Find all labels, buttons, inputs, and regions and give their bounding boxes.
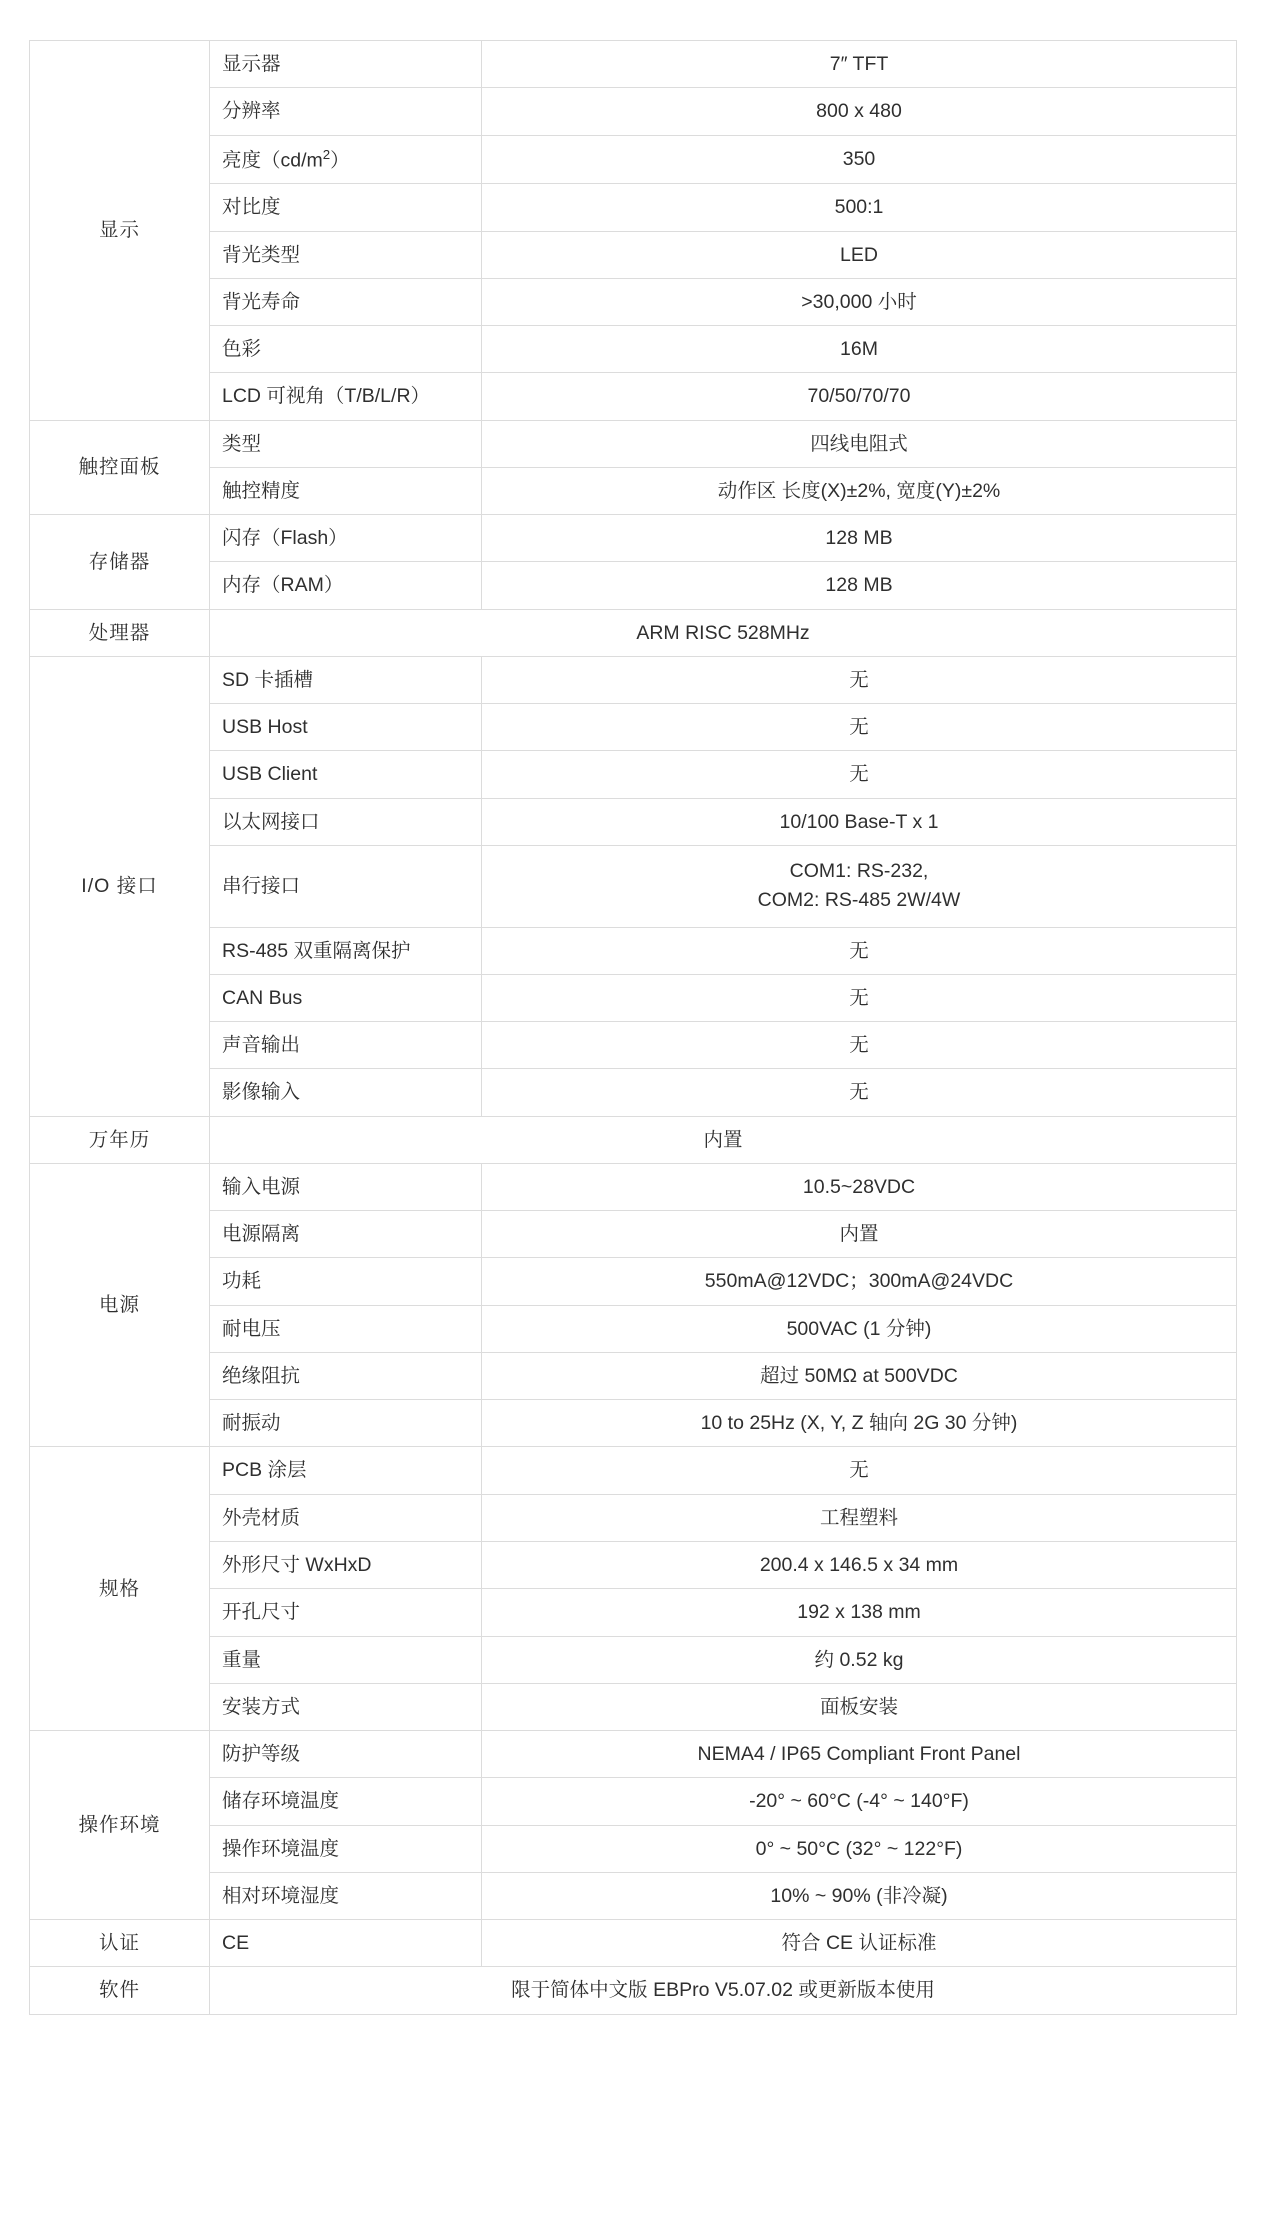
- specification-table: [29, 40, 1237, 2015]
- spec-value: 无: [482, 1069, 1237, 1116]
- spec-group-label: I/O 接口: [30, 656, 210, 1116]
- spec-item-label: CE: [210, 1920, 482, 1967]
- spec-item-label: 背光寿命: [210, 278, 482, 325]
- spec-value: -20° ~ 60°C (-4° ~ 140°F): [482, 1778, 1237, 1825]
- table-row: [30, 515, 1237, 562]
- spec-item-label: RS-485 双重隔离保护: [210, 927, 482, 974]
- spec-value: 符合 CE 认证标准: [482, 1920, 1237, 1967]
- spec-group-label: 存储器: [30, 515, 210, 610]
- table-row: [30, 1352, 1237, 1399]
- table-row: [30, 656, 1237, 703]
- spec-value: 无: [482, 704, 1237, 751]
- spec-item-label: 背光类型: [210, 231, 482, 278]
- spec-value: 超过 50MΩ at 500VDC: [482, 1352, 1237, 1399]
- table-row: [30, 1967, 1237, 2014]
- table-row: [30, 1022, 1237, 1069]
- spec-value: 无: [482, 1022, 1237, 1069]
- table-row: [30, 1163, 1237, 1210]
- table-row: [30, 1731, 1237, 1778]
- spec-group-label: 万年历: [30, 1116, 210, 1163]
- spec-item-label: USB Client: [210, 751, 482, 798]
- spec-item-label: 开孔尺寸: [210, 1589, 482, 1636]
- spec-group-label: 软件: [30, 1967, 210, 2014]
- spec-item-label: 操作环境温度: [210, 1825, 482, 1872]
- spec-value: 500:1: [482, 184, 1237, 231]
- spec-group-label: 操作环境: [30, 1731, 210, 1920]
- spec-item-label: 耐电压: [210, 1305, 482, 1352]
- spec-item-label: 外壳材质: [210, 1494, 482, 1541]
- table-row: [30, 1305, 1237, 1352]
- table-row: [30, 326, 1237, 373]
- spec-value: 限于简体中文版 EBPro V5.07.02 或更新版本使用: [210, 1967, 1237, 2014]
- spec-value: 无: [482, 751, 1237, 798]
- spec-item-label: 以太网接口: [210, 798, 482, 845]
- table-row: [30, 562, 1237, 609]
- table-row: [30, 420, 1237, 467]
- table-row: [30, 1211, 1237, 1258]
- table-row: [30, 751, 1237, 798]
- spec-group-label: 处理器: [30, 609, 210, 656]
- spec-value: 128 MB: [482, 515, 1237, 562]
- table-row: [30, 1494, 1237, 1541]
- spec-value: 无: [482, 1447, 1237, 1494]
- spec-item-label: 影像输入: [210, 1069, 482, 1116]
- spec-value: 无: [482, 927, 1237, 974]
- spec-value: LED: [482, 231, 1237, 278]
- spec-item-label: SD 卡插槽: [210, 656, 482, 703]
- table-row: [30, 1778, 1237, 1825]
- spec-value: 无: [482, 656, 1237, 703]
- spec-value: 0° ~ 50°C (32° ~ 122°F): [482, 1825, 1237, 1872]
- spec-value: 192 x 138 mm: [482, 1589, 1237, 1636]
- spec-item-label: 相对环境湿度: [210, 1872, 482, 1919]
- table-row: [30, 1541, 1237, 1588]
- spec-value: 10% ~ 90% (非冷凝): [482, 1872, 1237, 1919]
- spec-value: 工程塑料: [482, 1494, 1237, 1541]
- spec-item-label: 串行接口: [210, 846, 482, 928]
- spec-item-label: 功耗: [210, 1258, 482, 1305]
- spec-item-label: LCD 可视角（T/B/L/R）: [210, 373, 482, 420]
- table-row: [30, 798, 1237, 845]
- spec-item-label: 闪存（Flash）: [210, 515, 482, 562]
- spec-value: 10/100 Base-T x 1: [482, 798, 1237, 845]
- table-row: [30, 1116, 1237, 1163]
- table-row: [30, 1589, 1237, 1636]
- spec-value: 内置: [482, 1211, 1237, 1258]
- spec-value: 约 0.52 kg: [482, 1636, 1237, 1683]
- table-row: [30, 609, 1237, 656]
- table-row: [30, 373, 1237, 420]
- spec-group-label: 触控面板: [30, 420, 210, 515]
- table-row: [30, 231, 1237, 278]
- table-row: [30, 184, 1237, 231]
- spec-value: 内置: [210, 1116, 1237, 1163]
- spec-value: 350: [482, 135, 1237, 184]
- spec-item-label: 重量: [210, 1636, 482, 1683]
- spec-item-label: 内存（RAM）: [210, 562, 482, 609]
- spec-group-label: 规格: [30, 1447, 210, 1731]
- table-row: [30, 1636, 1237, 1683]
- table-row: [30, 278, 1237, 325]
- spec-value: 10 to 25Hz (X, Y, Z 轴向 2G 30 分钟): [482, 1400, 1237, 1447]
- spec-value: ARM RISC 528MHz: [210, 609, 1237, 656]
- spec-item-label: 类型: [210, 420, 482, 467]
- spec-value: 128 MB: [482, 562, 1237, 609]
- table-row: [30, 88, 1237, 135]
- spec-value: 7″ TFT: [482, 41, 1237, 88]
- spec-value: 800 x 480: [482, 88, 1237, 135]
- spec-item-label: 声音输出: [210, 1022, 482, 1069]
- spec-item-label: 绝缘阻抗: [210, 1352, 482, 1399]
- spec-item-label: 触控精度: [210, 467, 482, 514]
- spec-item-label: 对比度: [210, 184, 482, 231]
- spec-item-label: 耐振动: [210, 1400, 482, 1447]
- spec-value: COM1: RS-232, COM2: RS-485 2W/4W: [482, 846, 1237, 928]
- table-row: [30, 467, 1237, 514]
- spec-value: >30,000 小时: [482, 278, 1237, 325]
- spec-item-label: PCB 涂层: [210, 1447, 482, 1494]
- spec-value: 16M: [482, 326, 1237, 373]
- table-row: [30, 1683, 1237, 1730]
- table-row: [30, 135, 1237, 184]
- spec-value: 500VAC (1 分钟): [482, 1305, 1237, 1352]
- spec-value: 10.5~28VDC: [482, 1163, 1237, 1210]
- table-row: [30, 1872, 1237, 1919]
- table-row: [30, 846, 1237, 928]
- spec-value: 面板安装: [482, 1683, 1237, 1730]
- spec-item-label: 电源隔离: [210, 1211, 482, 1258]
- table-row: [30, 704, 1237, 751]
- spec-value: 70/50/70/70: [482, 373, 1237, 420]
- spec-group-label: 电源: [30, 1163, 210, 1447]
- spec-value: 四线电阻式: [482, 420, 1237, 467]
- table-row: [30, 41, 1237, 88]
- spec-item-label: 亮度$(cd/m^2)$: [210, 135, 482, 184]
- spec-value: 动作区 长度(X)±2%, 宽度(Y)±2%: [482, 467, 1237, 514]
- spec-value: 550mA@12VDC；300mA@24VDC: [482, 1258, 1237, 1305]
- spec-item-label: USB Host: [210, 704, 482, 751]
- table-row: [30, 1069, 1237, 1116]
- spec-item-label: 显示器: [210, 41, 482, 88]
- spec-item-label: 外形尺寸 WxHxD: [210, 1541, 482, 1588]
- spec-item-label: 色彩: [210, 326, 482, 373]
- spec-value: NEMA4 / IP65 Compliant Front Panel: [482, 1731, 1237, 1778]
- table-row: [30, 974, 1237, 1021]
- spec-group-label: 显示: [30, 41, 210, 421]
- spec-group-label: 认证: [30, 1920, 210, 1967]
- table-row: [30, 1447, 1237, 1494]
- spec-item-label: 分辨率: [210, 88, 482, 135]
- table-row: [30, 1920, 1237, 1967]
- table-row: [30, 927, 1237, 974]
- spec-item-label: CAN Bus: [210, 974, 482, 1021]
- spec-item-label: 防护等级: [210, 1731, 482, 1778]
- spec-value: 无: [482, 974, 1237, 1021]
- spec-item-label: 储存环境温度: [210, 1778, 482, 1825]
- spec-item-label: 安装方式: [210, 1683, 482, 1730]
- spec-value: 200.4 x 146.5 x 34 mm: [482, 1541, 1237, 1588]
- table-row: [30, 1825, 1237, 1872]
- table-row: [30, 1400, 1237, 1447]
- table-row: [30, 1258, 1237, 1305]
- spec-item-label: 输入电源: [210, 1163, 482, 1210]
